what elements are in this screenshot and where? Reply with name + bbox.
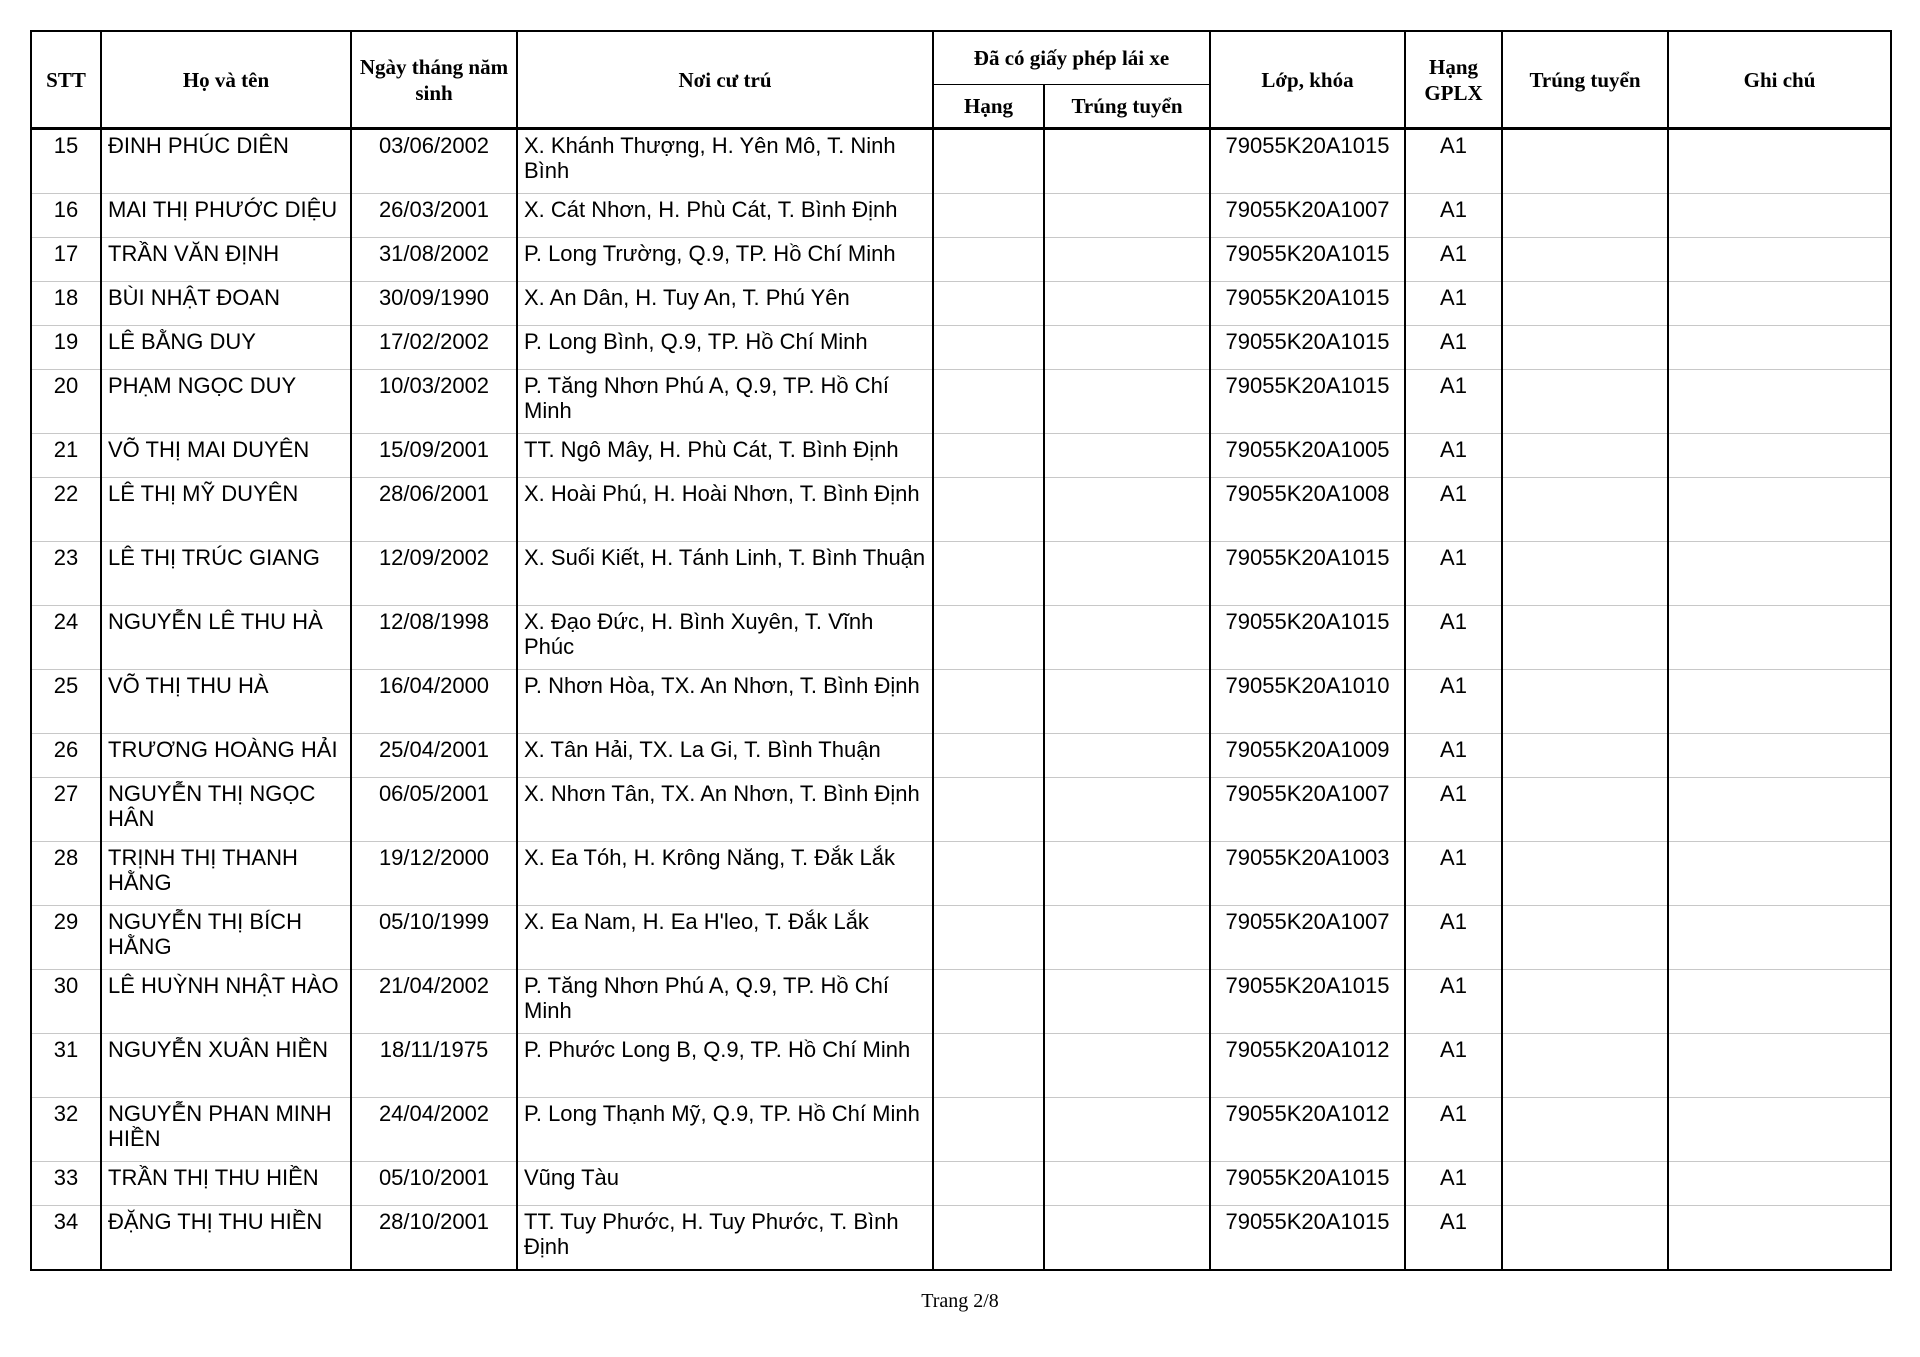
table-row xyxy=(31,129,1891,194)
cell-address: X. Cát Nhơn, H. Phù Cát, T. Bình Định xyxy=(517,194,933,238)
cell-license-rank xyxy=(933,434,1044,478)
header-row xyxy=(31,31,1891,85)
cell-name: TRẦN THỊ THU HIỀN xyxy=(101,1162,351,1206)
col-header-license-class: Hạng GPLX xyxy=(1405,31,1502,129)
cell-license-class: A1 xyxy=(1405,542,1502,606)
cell-address: X. Suối Kiết, H. Tánh Linh, T. Bình Thuận xyxy=(517,542,933,606)
cell-class: 79055K20A1015 xyxy=(1210,542,1405,606)
cell-name: ĐẶNG THỊ THU HIỀN xyxy=(101,1206,351,1271)
cell-stt: 21 xyxy=(31,434,101,478)
cell-admitted xyxy=(1502,434,1668,478)
cell-address: TT. Tuy Phước, H. Tuy Phước, T. Bình Định xyxy=(517,1206,933,1271)
cell-license-admitted xyxy=(1044,1206,1210,1271)
cell-license-rank xyxy=(933,326,1044,370)
cell-address: P. Phước Long B, Q.9, TP. Hồ Chí Minh xyxy=(517,1034,933,1098)
table-row xyxy=(31,606,1891,670)
cell-license-rank xyxy=(933,1162,1044,1206)
cell-address: P. Long Bình, Q.9, TP. Hồ Chí Minh xyxy=(517,326,933,370)
table-row xyxy=(31,542,1891,606)
cell-license-admitted xyxy=(1044,970,1210,1034)
cell-name: BÙI NHẬT ĐOAN xyxy=(101,282,351,326)
cell-license-rank xyxy=(933,370,1044,434)
cell-admitted xyxy=(1502,1162,1668,1206)
cell-admitted xyxy=(1502,478,1668,542)
col-header-stt: STT xyxy=(31,31,101,129)
cell-admitted xyxy=(1502,670,1668,734)
table-row xyxy=(31,778,1891,842)
cell-class: 79055K20A1015 xyxy=(1210,970,1405,1034)
cell-license-rank xyxy=(933,734,1044,778)
student-roster-table xyxy=(30,30,1892,1271)
cell-admitted xyxy=(1502,906,1668,970)
cell-license-class: A1 xyxy=(1405,478,1502,542)
cell-name: LÊ HUỲNH NHẬT HÀO xyxy=(101,970,351,1034)
cell-class: 79055K20A1015 xyxy=(1210,326,1405,370)
cell-stt: 26 xyxy=(31,734,101,778)
cell-dob: 15/09/2001 xyxy=(351,434,517,478)
table-row xyxy=(31,970,1891,1034)
cell-admitted xyxy=(1502,970,1668,1034)
cell-class: 79055K20A1015 xyxy=(1210,1206,1405,1271)
cell-license-rank xyxy=(933,1034,1044,1098)
cell-admitted xyxy=(1502,606,1668,670)
cell-notes xyxy=(1668,1034,1891,1098)
cell-license-admitted xyxy=(1044,1098,1210,1162)
cell-dob: 31/08/2002 xyxy=(351,238,517,282)
cell-address: P. Nhơn Hòa, TX. An Nhơn, T. Bình Định xyxy=(517,670,933,734)
table-row xyxy=(31,1098,1891,1162)
cell-license-class: A1 xyxy=(1405,778,1502,842)
cell-address: Vũng Tàu xyxy=(517,1162,933,1206)
cell-address: X. Đạo Đức, H. Bình Xuyên, T. Vĩnh Phúc xyxy=(517,606,933,670)
cell-class: 79055K20A1012 xyxy=(1210,1098,1405,1162)
cell-notes xyxy=(1668,734,1891,778)
cell-license-class: A1 xyxy=(1405,1162,1502,1206)
cell-license-class: A1 xyxy=(1405,326,1502,370)
cell-license-class: A1 xyxy=(1405,1098,1502,1162)
cell-stt: 17 xyxy=(31,238,101,282)
cell-name: NGUYỄN THỊ NGỌC HÂN xyxy=(101,778,351,842)
table-row xyxy=(31,326,1891,370)
table-row xyxy=(31,434,1891,478)
cell-stt: 20 xyxy=(31,370,101,434)
cell-notes xyxy=(1668,670,1891,734)
cell-dob: 16/04/2000 xyxy=(351,670,517,734)
cell-class: 79055K20A1005 xyxy=(1210,434,1405,478)
table-row xyxy=(31,670,1891,734)
cell-stt: 15 xyxy=(31,129,101,194)
cell-license-admitted xyxy=(1044,842,1210,906)
cell-license-admitted xyxy=(1044,670,1210,734)
cell-admitted xyxy=(1502,194,1668,238)
cell-admitted xyxy=(1502,129,1668,194)
table-row xyxy=(31,370,1891,434)
cell-dob: 18/11/1975 xyxy=(351,1034,517,1098)
cell-license-class: A1 xyxy=(1405,670,1502,734)
cell-dob: 10/03/2002 xyxy=(351,370,517,434)
cell-notes xyxy=(1668,906,1891,970)
cell-license-admitted xyxy=(1044,282,1210,326)
col-header-license-admitted: Trúng tuyển xyxy=(1044,85,1210,129)
cell-class: 79055K20A1015 xyxy=(1210,129,1405,194)
cell-dob: 19/12/2000 xyxy=(351,842,517,906)
cell-license-rank xyxy=(933,606,1044,670)
cell-license-admitted xyxy=(1044,238,1210,282)
cell-notes xyxy=(1668,370,1891,434)
cell-license-admitted xyxy=(1044,194,1210,238)
cell-notes xyxy=(1668,194,1891,238)
cell-name: ĐINH PHÚC DIÊN xyxy=(101,129,351,194)
cell-stt: 33 xyxy=(31,1162,101,1206)
cell-admitted xyxy=(1502,1206,1668,1271)
cell-notes xyxy=(1668,326,1891,370)
cell-dob: 06/05/2001 xyxy=(351,778,517,842)
cell-license-admitted xyxy=(1044,478,1210,542)
cell-address: P. Tăng Nhơn Phú A, Q.9, TP. Hồ Chí Minh xyxy=(517,370,933,434)
cell-class: 79055K20A1010 xyxy=(1210,670,1405,734)
cell-license-class: A1 xyxy=(1405,129,1502,194)
cell-stt: 23 xyxy=(31,542,101,606)
cell-license-rank xyxy=(933,238,1044,282)
col-header-class: Lớp, khóa xyxy=(1210,31,1405,129)
cell-notes xyxy=(1668,434,1891,478)
cell-notes xyxy=(1668,970,1891,1034)
cell-class: 79055K20A1015 xyxy=(1210,370,1405,434)
cell-dob: 30/09/1990 xyxy=(351,282,517,326)
cell-dob: 03/06/2002 xyxy=(351,129,517,194)
cell-class: 79055K20A1015 xyxy=(1210,606,1405,670)
cell-dob: 21/04/2002 xyxy=(351,970,517,1034)
cell-license-admitted xyxy=(1044,1162,1210,1206)
cell-admitted xyxy=(1502,542,1668,606)
cell-license-class: A1 xyxy=(1405,606,1502,670)
cell-class: 79055K20A1015 xyxy=(1210,282,1405,326)
table-row xyxy=(31,282,1891,326)
cell-address: X. Khánh Thượng, H. Yên Mô, T. Ninh Bình xyxy=(517,129,933,194)
cell-class: 79055K20A1003 xyxy=(1210,842,1405,906)
cell-admitted xyxy=(1502,842,1668,906)
cell-stt: 27 xyxy=(31,778,101,842)
cell-license-class: A1 xyxy=(1405,434,1502,478)
table-row xyxy=(31,194,1891,238)
cell-license-rank xyxy=(933,194,1044,238)
col-header-address: Nơi cư trú xyxy=(517,31,933,129)
cell-name: NGUYỄN LÊ THU HÀ xyxy=(101,606,351,670)
cell-name: VÕ THỊ MAI DUYÊN xyxy=(101,434,351,478)
cell-address: P. Tăng Nhơn Phú A, Q.9, TP. Hồ Chí Minh xyxy=(517,970,933,1034)
cell-dob: 12/09/2002 xyxy=(351,542,517,606)
cell-dob: 17/02/2002 xyxy=(351,326,517,370)
cell-license-rank xyxy=(933,842,1044,906)
cell-dob: 05/10/2001 xyxy=(351,1162,517,1206)
cell-license-rank xyxy=(933,906,1044,970)
cell-license-admitted xyxy=(1044,1034,1210,1098)
cell-admitted xyxy=(1502,238,1668,282)
cell-class: 79055K20A1007 xyxy=(1210,778,1405,842)
cell-license-class: A1 xyxy=(1405,370,1502,434)
cell-class: 79055K20A1012 xyxy=(1210,1034,1405,1098)
cell-notes xyxy=(1668,238,1891,282)
table-row xyxy=(31,238,1891,282)
cell-address: P. Long Thạnh Mỹ, Q.9, TP. Hồ Chí Minh xyxy=(517,1098,933,1162)
cell-license-class: A1 xyxy=(1405,1206,1502,1271)
cell-name: LÊ THỊ TRÚC GIANG xyxy=(101,542,351,606)
cell-dob: 28/06/2001 xyxy=(351,478,517,542)
table-row xyxy=(31,1034,1891,1098)
cell-class: 79055K20A1007 xyxy=(1210,194,1405,238)
table-row xyxy=(31,478,1891,542)
cell-license-class: A1 xyxy=(1405,734,1502,778)
cell-license-class: A1 xyxy=(1405,842,1502,906)
cell-license-admitted xyxy=(1044,542,1210,606)
cell-license-rank xyxy=(933,129,1044,194)
cell-notes xyxy=(1668,1162,1891,1206)
cell-dob: 05/10/1999 xyxy=(351,906,517,970)
cell-class: 79055K20A1015 xyxy=(1210,238,1405,282)
cell-address: X. Ea Tóh, H. Krông Năng, T. Đắk Lắk xyxy=(517,842,933,906)
cell-license-admitted xyxy=(1044,734,1210,778)
table-row xyxy=(31,1162,1891,1206)
cell-class: 79055K20A1007 xyxy=(1210,906,1405,970)
cell-stt: 18 xyxy=(31,282,101,326)
cell-stt: 24 xyxy=(31,606,101,670)
cell-license-rank xyxy=(933,670,1044,734)
cell-notes xyxy=(1668,282,1891,326)
col-header-license-rank: Hạng xyxy=(933,85,1044,129)
cell-stt: 32 xyxy=(31,1098,101,1162)
cell-stt: 16 xyxy=(31,194,101,238)
cell-license-class: A1 xyxy=(1405,906,1502,970)
cell-notes xyxy=(1668,542,1891,606)
cell-address: TT. Ngô Mây, H. Phù Cát, T. Bình Định xyxy=(517,434,933,478)
cell-notes xyxy=(1668,606,1891,670)
table-row xyxy=(31,906,1891,970)
cell-stt: 22 xyxy=(31,478,101,542)
cell-license-rank xyxy=(933,542,1044,606)
cell-license-rank xyxy=(933,1098,1044,1162)
cell-stt: 25 xyxy=(31,670,101,734)
page-number: Trang 2/8 xyxy=(921,1290,999,1312)
cell-license-admitted xyxy=(1044,129,1210,194)
cell-stt: 28 xyxy=(31,842,101,906)
cell-name: PHẠM NGỌC DUY xyxy=(101,370,351,434)
cell-dob: 24/04/2002 xyxy=(351,1098,517,1162)
cell-notes xyxy=(1668,129,1891,194)
cell-admitted xyxy=(1502,734,1668,778)
cell-stt: 31 xyxy=(31,1034,101,1098)
cell-license-class: A1 xyxy=(1405,238,1502,282)
cell-admitted xyxy=(1502,282,1668,326)
cell-license-rank xyxy=(933,478,1044,542)
cell-notes xyxy=(1668,478,1891,542)
cell-license-admitted xyxy=(1044,778,1210,842)
cell-stt: 34 xyxy=(31,1206,101,1271)
table-row xyxy=(31,1206,1891,1271)
col-header-existing-license: Đã có giấy phép lái xe xyxy=(933,31,1210,85)
cell-license-class: A1 xyxy=(1405,282,1502,326)
cell-notes xyxy=(1668,1098,1891,1162)
table-row xyxy=(31,842,1891,906)
cell-dob: 25/04/2001 xyxy=(351,734,517,778)
cell-license-admitted xyxy=(1044,370,1210,434)
cell-notes xyxy=(1668,1206,1891,1271)
cell-license-rank xyxy=(933,1206,1044,1271)
col-header-notes: Ghi chú xyxy=(1668,31,1891,129)
cell-name: NGUYỄN PHAN MINH HIỀN xyxy=(101,1098,351,1162)
cell-dob: 12/08/1998 xyxy=(351,606,517,670)
cell-name: NGUYỄN XUÂN HIỀN xyxy=(101,1034,351,1098)
cell-name: LÊ BẰNG DUY xyxy=(101,326,351,370)
cell-dob: 26/03/2001 xyxy=(351,194,517,238)
cell-license-admitted xyxy=(1044,606,1210,670)
cell-stt: 29 xyxy=(31,906,101,970)
cell-address: X. Nhơn Tân, TX. An Nhơn, T. Bình Định xyxy=(517,778,933,842)
cell-name: NGUYỄN THỊ BÍCH HẰNG xyxy=(101,906,351,970)
cell-admitted xyxy=(1502,326,1668,370)
cell-admitted xyxy=(1502,370,1668,434)
cell-license-class: A1 xyxy=(1405,194,1502,238)
cell-address: X. Tân Hải, TX. La Gi, T. Bình Thuận xyxy=(517,734,933,778)
cell-address: X. An Dân, H. Tuy An, T. Phú Yên xyxy=(517,282,933,326)
cell-notes xyxy=(1668,778,1891,842)
cell-notes xyxy=(1668,842,1891,906)
col-header-dob: Ngày tháng năm sinh xyxy=(351,31,517,129)
cell-license-class: A1 xyxy=(1405,1034,1502,1098)
cell-license-rank xyxy=(933,778,1044,842)
cell-address: X. Ea Nam, H. Ea H'leo, T. Đắk Lắk xyxy=(517,906,933,970)
cell-name: VÕ THỊ THU HÀ xyxy=(101,670,351,734)
cell-license-class: A1 xyxy=(1405,970,1502,1034)
cell-license-admitted xyxy=(1044,326,1210,370)
cell-class: 79055K20A1015 xyxy=(1210,1162,1405,1206)
cell-address: X. Hoài Phú, H. Hoài Nhơn, T. Bình Định xyxy=(517,478,933,542)
cell-license-admitted xyxy=(1044,434,1210,478)
cell-class: 79055K20A1009 xyxy=(1210,734,1405,778)
col-header-admitted: Trúng tuyển xyxy=(1502,31,1668,129)
cell-admitted xyxy=(1502,778,1668,842)
cell-dob: 28/10/2001 xyxy=(351,1206,517,1271)
cell-class: 79055K20A1008 xyxy=(1210,478,1405,542)
cell-stt: 30 xyxy=(31,970,101,1034)
cell-name: LÊ THỊ MỸ DUYÊN xyxy=(101,478,351,542)
cell-license-rank xyxy=(933,970,1044,1034)
cell-stt: 19 xyxy=(31,326,101,370)
cell-name: MAI THỊ PHƯỚC DIỆU xyxy=(101,194,351,238)
col-header-name: Họ và tên xyxy=(101,31,351,129)
cell-name: TRẦN VĂN ĐỊNH xyxy=(101,238,351,282)
cell-admitted xyxy=(1502,1098,1668,1162)
cell-license-rank xyxy=(933,282,1044,326)
cell-license-admitted xyxy=(1044,906,1210,970)
cell-name: TRỊNH THỊ THANH HẰNG xyxy=(101,842,351,906)
table-row xyxy=(31,734,1891,778)
cell-admitted xyxy=(1502,1034,1668,1098)
cell-address: P. Long Trường, Q.9, TP. Hồ Chí Minh xyxy=(517,238,933,282)
cell-name: TRƯƠNG HOÀNG HẢI xyxy=(101,734,351,778)
